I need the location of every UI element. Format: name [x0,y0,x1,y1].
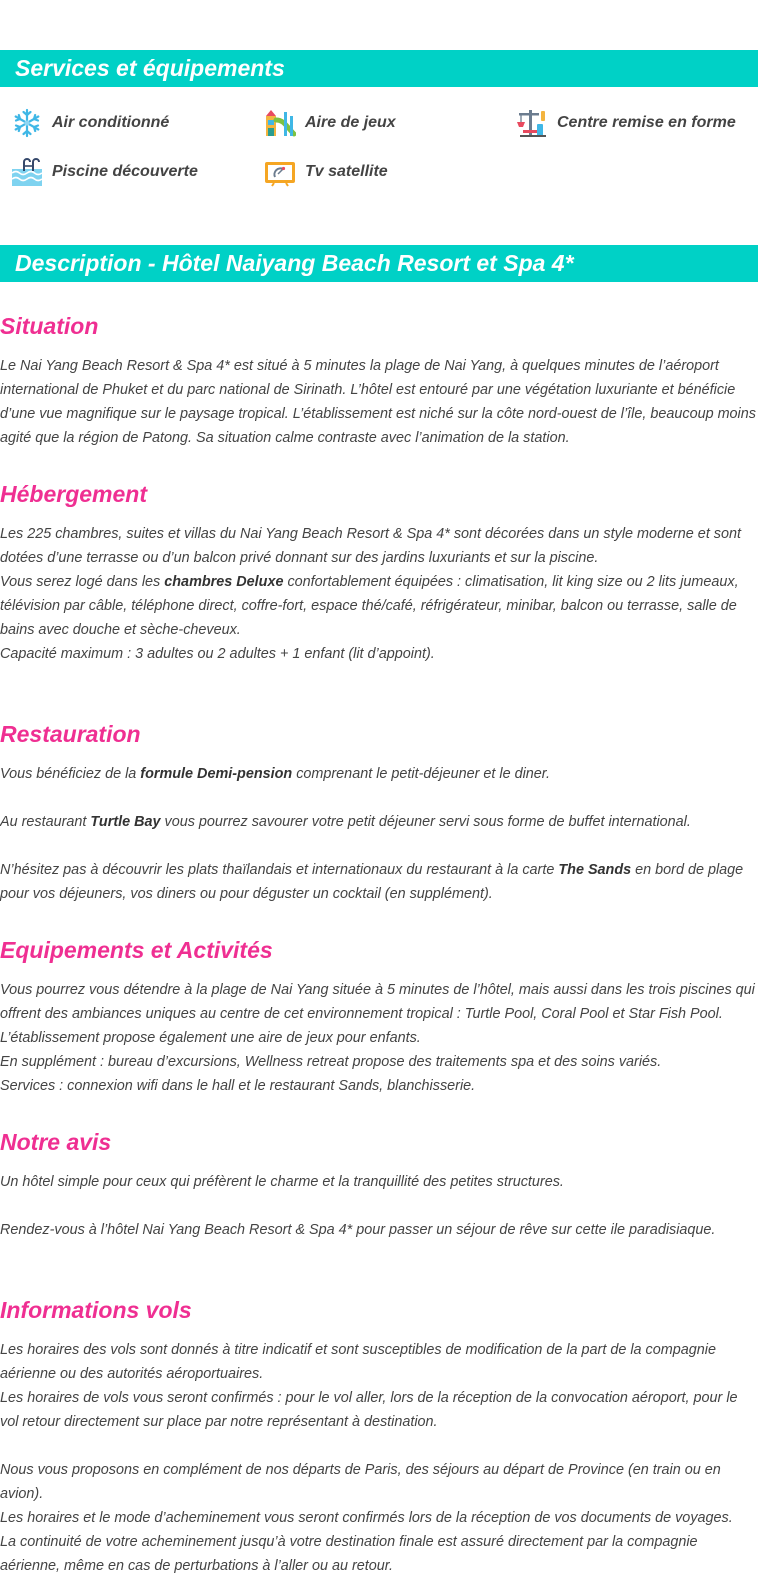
text-fragment: N’hésitez pas à découvrir les plats thaïlandais et internationaux du restaurant à la carte [0,862,559,878]
section-title-hebergement: Hébergement [0,481,147,507]
avis-p1: Un hôtel simple pour ceux qui préfèrent le charme et la tranquillité des petites structures. [0,1174,564,1190]
playground-icon [264,108,296,138]
fitness-icon [516,108,548,138]
vols-line: La continuité de votre acheminement jusqu’à votre destination finale est assuré directement par la compagnie aérienne, même en cas de perturbations à l’aller ou au retour. [0,1534,698,1574]
vols-line: Les horaires des vols sont donnés à titre indicatif et sont susceptibles de modification de la part de la compagnie aérienne ou des autorités aéroportuaires. [0,1342,716,1382]
service-fitness [516,108,736,138]
bold-fragment: chambres Deluxe [164,574,284,590]
service-label: Aire de jeux [305,114,396,131]
hebergement-line: Capacité maximum : 3 adultes ou 2 adultes + 1 enfant (lit d’appoint). [0,646,435,662]
bold-fragment: The Sands [558,862,632,878]
satellite-tv-icon [264,157,296,187]
hebergement-line: Les 225 chambres, suites et villas du Nai Yang Beach Resort & Spa 4* sont décorées dans un style moderne et sont dotées d’une terrasse ou d’un balcon privé donnant sur des jardins luxuriants et sur la piscine. [0,526,742,566]
vols-line: Nous vous proposons en complément de nos départs de Paris, des séjours au départ de Province (en train ou en avion). [0,1462,721,1502]
equipements-line: En supplément : bureau d’excursions, Wellness retreat propose des traitements spa et des soins variés. [0,1054,662,1070]
text-fragment: comprenant le petit-déjeuner et le diner. [292,766,551,782]
text-fragment: vous pourrez savourer votre petit déjeuner servi sous forme de buffet international. [160,814,691,830]
service-satellite-tv [264,157,388,187]
vols-text-2 [0,1458,758,1578]
description-title: Description - Hôtel Naiyang Beach Resort et Spa 4* [0,245,758,282]
pool-icon [11,157,43,187]
services-title: Services et équipements [0,50,758,87]
situation-text: Le Nai Yang Beach Resort & Spa 4* est situé à 5 minutes la plage de Nai Yang, à quelques minutes de l’aéroport international de Phuket et du parc national de Sirinath. L’hôtel est entouré par une végétation luxuriante et bénéficie d’une vue magnifique sur le paysage tropical. L’établissement est niché sur la côte nord-ouest de l’île, beaucoup moins agité que la région de Patong. Sa situation calme contraste avec l’animation de la station. [0,358,756,446]
restauration-p3 [0,858,758,906]
equipements-line: L’établissement propose également une aire de jeux pour enfants. [0,1030,421,1046]
section-title-situation: Situation [0,313,99,339]
text-fragment: Vous serez logé dans les [0,574,165,590]
equipements-line: Services : connexion wifi dans le hall et le restaurant Sands, blanchisserie. [0,1078,476,1094]
text-fragment: Au restaurant [0,814,91,830]
avis-p2: Rendez-vous à l’hôtel Nai Yang Beach Resort & Spa 4* pour passer un séjour de rêve sur cette ile paradisiaque. [0,1222,716,1238]
service-label: Piscine découverte [52,163,198,180]
section-title-vols: Informations vols [0,1297,192,1323]
section-title-equipements: Equipements et Activités [0,937,273,963]
equipements-line: Vous pourrez vous détendre à la plage de Nai Yang située à 5 minutes de l’hôtel, mais aussi dans les trois piscines qui offrent des ambiances uniques au centre de cet environnement tropical : Turtle Pool, Coral Pool et Star Fish Pool. [0,982,755,1022]
equipements-text [0,978,758,1098]
service-air-conditioning [11,108,169,138]
text-fragment: en bord de plage pour vos déjeuners, vos diners ou pour déguster un cocktail (en supplément). [0,862,744,902]
service-label: Tv satellite [305,163,388,180]
section-title-avis: Notre avis [0,1129,112,1155]
vols-line: Les horaires de vols vous seront confirmés : pour le vol aller, lors de la réception de la convocation aéroport, pour le vol retour directement sur place par notre représentant à destination. [0,1390,738,1430]
section-title-restauration: Restauration [0,721,141,747]
bold-fragment: formule Demi-pension [140,766,293,782]
text-fragment: Vous bénéficiez de la [0,766,141,782]
bold-fragment: Turtle Bay [90,814,161,830]
hebergement-line [0,570,758,642]
vols-text-1 [0,1338,758,1434]
service-playground [264,108,396,138]
vols-line: Les horaires et le mode d’acheminement vous seront confirmés lors de la réception de vos documents de voyages. [0,1510,733,1526]
snowflake-icon [11,108,43,138]
text-fragment: confortablement équipées : climatisation, lit king size ou 2 lits jumeaux, télévision par câble, téléphone direct, coffre-fort, espace thé/café, réfrigérateur, minibar, balcon ou terrasse, salle de bains avec douche et sèche-cheveux. [0,574,739,638]
service-label: Centre remise en forme [557,114,736,131]
restauration-p1 [0,762,758,786]
hebergement-text [0,522,758,666]
service-label: Air conditionné [52,114,170,131]
service-outdoor-pool [11,157,198,187]
restauration-p2 [0,810,758,834]
